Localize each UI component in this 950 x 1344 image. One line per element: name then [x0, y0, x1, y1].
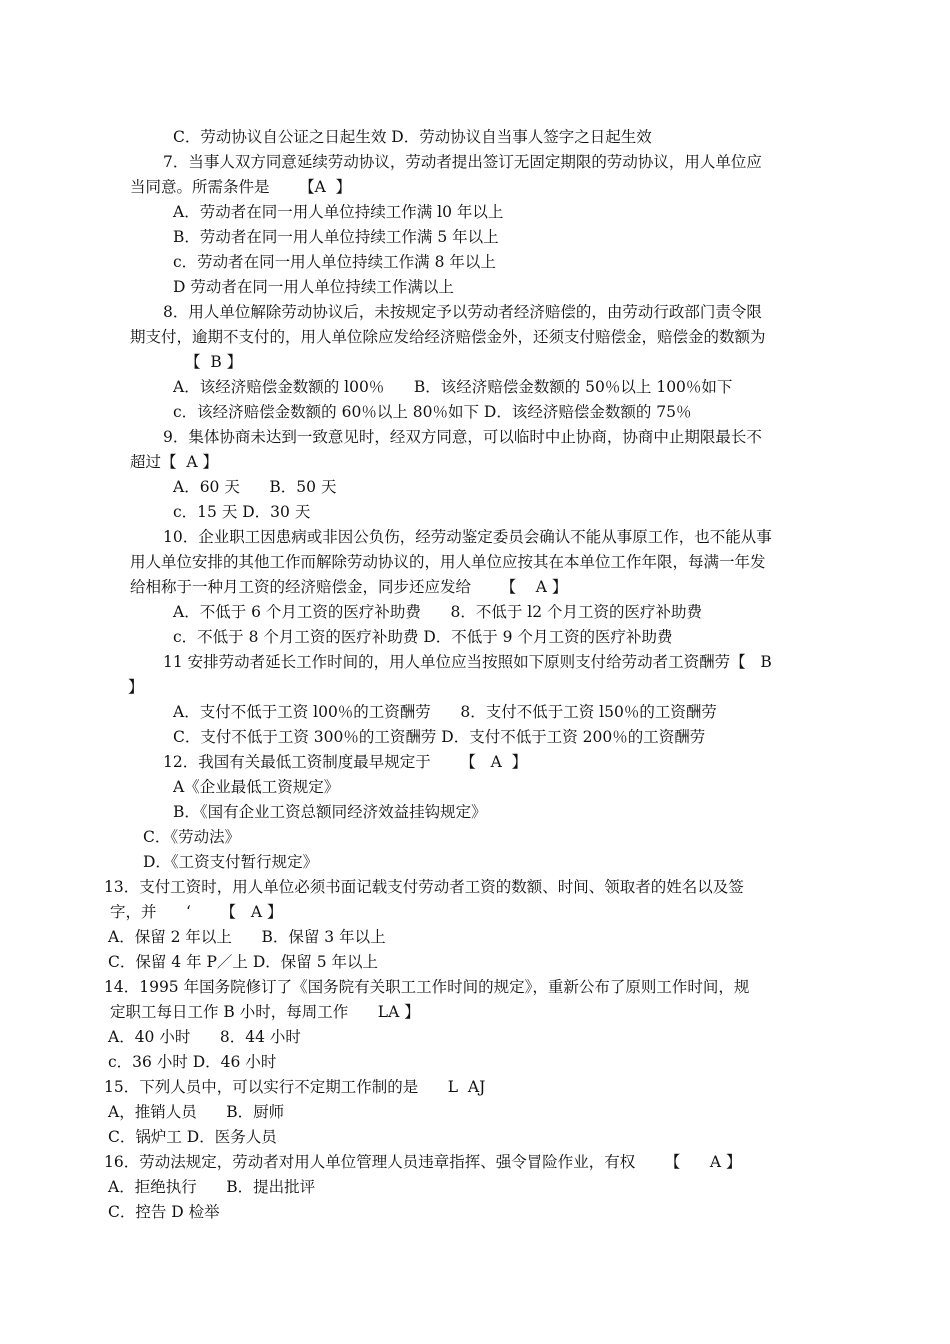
q7-option-b: B．劳动者在同一用人单位持续工作满 5 年以上: [173, 228, 499, 246]
q11-stem-line2: 】: [128, 678, 144, 696]
q16-stem: 16．劳动法规定，劳动者对用人单位管理人员违章指挥、强令冒险作业，有权 【 A 】: [104, 1153, 742, 1171]
q16-options-cd: C．控告 D 检举: [108, 1203, 220, 1221]
q7-option-c: c．劳动者在同一用人单位持续工作满 8 年以上: [173, 253, 496, 271]
q8-answer: 【 B 】: [185, 353, 243, 371]
q10-stem-line2: 用人单位安排的其他工作而解除劳动协议的，用人单位应按其在本单位工作年限，每满一年发: [130, 553, 766, 571]
q13-options-cd: C．保留 4 年 P／上 D．保留 5 年以上: [108, 953, 379, 971]
q7-stem-line1: 7．当事人双方同意延续劳动协议，劳动者提出签订无固定期限的劳动协议，用人单位应: [163, 153, 762, 171]
q13-stem-line2: 字，并 ‘ 【 A 】: [110, 903, 283, 921]
q13-stem-line1: 13．支付工资时，用人单位必须书面记载支付劳动者工资的数额、时间、领取者的姓名以及签: [104, 878, 744, 896]
q12-option-b: B．《国有企业工资总额同经济效益挂钩规定》: [173, 803, 487, 821]
q14-options-ab: A．40 小时 8．44 小时: [108, 1028, 301, 1046]
q12-option-c: C．《劳动法》: [143, 828, 241, 846]
q14-options-cd: c．36 小时 D．46 小时: [108, 1053, 277, 1071]
q8-options-cd: c．该经济赔偿金数额的 60％以上 80％如下 D．该经济赔偿金数额的 75％: [173, 403, 692, 421]
q8-stem-line1: 8．用人单位解除劳动协议后，未按规定予以劳动者经济赔偿的，由劳动行政部门责令限: [163, 303, 762, 321]
q10-stem-line3: 给相称于一种月工资的经济赔偿金，同步还应发给 【 A 】: [130, 578, 568, 596]
q12-option-d: D．《工资支付暂行规定》: [143, 853, 319, 871]
q10-options-ab: A．不低于 6 个月工资的医疗补助费 8．不低于 l2 个月工资的医疗补助费: [173, 603, 703, 621]
q10-options-cd: c．不低于 8 个月工资的医疗补助费 D．不低于 9 个月工资的医疗补助费: [173, 628, 673, 646]
q9-options-ab: A．60 天 B．50 天: [173, 478, 337, 496]
q14-stem-line1: 14．1995 年国务院修订了《国务院有关职工工作时间的规定》，重新公布了原则工作时间，规: [104, 978, 750, 996]
q11-options-cd: C．支付不低于工资 300％的工资酬劳 D．支付不低于工资 200％的工资酬劳: [173, 728, 706, 746]
q12-stem: 12．我国有关最低工资制度最早规定于 【 A 】: [163, 753, 528, 771]
q11-stem-line1: 11 安排劳动者延长工作时间的，用人单位应当按照如下原则支付给劳动者工资酬劳【 B: [163, 653, 772, 671]
q16-options-ab: A．拒绝执行 B．提出批评: [108, 1178, 316, 1196]
q9-stem-line2: 超过【 A 】: [130, 453, 218, 471]
q7-option-a: A．劳动者在同一用人单位持续工作满 l0 年以上: [173, 203, 504, 221]
q15-options-cd: C．锅炉工 D．医务人员: [108, 1128, 277, 1146]
q10-stem-line1: 10．企业职工因患病或非因公负伤，经劳动鉴定委员会确认不能从事原工作，也不能从事: [163, 528, 772, 546]
q15-stem: 15．下列人员中，可以实行不定期工作制的是 L AJ: [104, 1078, 486, 1096]
q12-option-a: A《企业最低工资规定》: [173, 778, 340, 796]
q7-option-d: D 劳动者在同一用人单位持续工作满以上: [173, 278, 454, 296]
q6-options-cd: C．劳动协议自公证之日起生效 D．劳动协议自当事人签字之日起生效: [173, 128, 652, 146]
q13-options-ab: A．保留 2 年以上 B．保留 3 年以上: [108, 928, 386, 946]
q15-options-ab: A，推销人员 B．厨师: [108, 1103, 285, 1121]
q14-stem-line2: 定职工每日工作 B 小时，每周工作 LA 】: [110, 1003, 420, 1021]
q9-stem-line1: 9．集体协商未达到一致意见时，经双方同意，可以临时中止协商，协商中止期限最长不: [163, 428, 762, 446]
q8-stem-line2: 期支付，逾期不支付的，用人单位除应发给经济赔偿金外，还须支付赔偿金，赔偿金的数额为: [130, 328, 766, 346]
q9-options-cd: c．15 天 D．30 天: [173, 503, 311, 521]
q8-options-ab: A．该经济赔偿金数额的 l00％ B．该经济赔偿金数额的 50％以上 100％如下: [173, 378, 733, 396]
q11-options-ab: A．支付不低于工资 l00％的工资酬劳 8．支付不低于工资 l50％的工资酬劳: [173, 703, 717, 721]
q7-stem-line2: 当同意。所需条件是 【A 】: [130, 178, 352, 196]
